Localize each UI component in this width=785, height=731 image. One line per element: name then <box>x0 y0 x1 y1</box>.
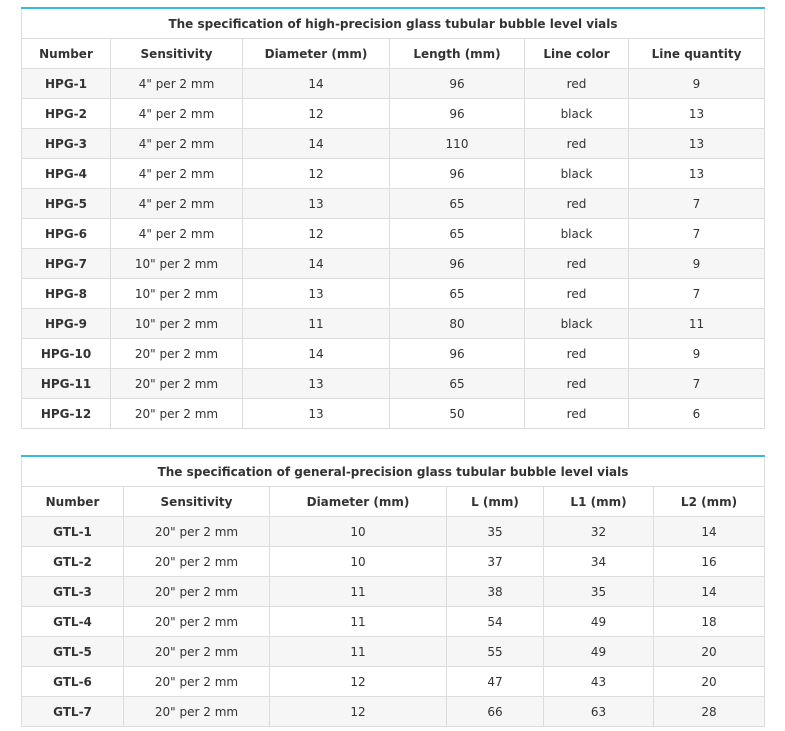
table-cell: 110 <box>390 129 525 159</box>
table-cell: 80 <box>390 309 525 339</box>
table-cell: red <box>525 399 629 429</box>
table-cell: 14 <box>243 339 390 369</box>
high-precision-spec-table <box>21 7 765 429</box>
table-row <box>22 697 765 727</box>
model-number-cell: GTL-5 <box>22 637 124 667</box>
table-cell: 54 <box>447 607 544 637</box>
table-cell: 96 <box>390 69 525 99</box>
table-row <box>22 99 765 129</box>
table-cell: 9 <box>629 339 765 369</box>
table-cell: 11 <box>243 309 390 339</box>
table-cell: 49 <box>544 637 654 667</box>
table-row <box>22 159 765 189</box>
table-row <box>22 219 765 249</box>
table-cell: 13 <box>243 399 390 429</box>
table-row <box>22 517 765 547</box>
table-cell: 65 <box>390 189 525 219</box>
model-number-cell: HPG-12 <box>22 399 111 429</box>
table-cell: red <box>525 249 629 279</box>
table-cell: 20" per 2 mm <box>124 637 270 667</box>
table-cell: 20 <box>654 637 765 667</box>
table-title: The specification of general-precision glass tubular bubble level vials <box>22 456 765 487</box>
table-cell: black <box>525 309 629 339</box>
table-cell: 66 <box>447 697 544 727</box>
table-cell: 12 <box>243 219 390 249</box>
column-header: Line color <box>525 39 629 69</box>
table-cell: 28 <box>654 697 765 727</box>
table-cell: 14 <box>243 129 390 159</box>
table-row <box>22 667 765 697</box>
model-number-cell: HPG-4 <box>22 159 111 189</box>
model-number-cell: HPG-10 <box>22 339 111 369</box>
table-cell: 13 <box>629 159 765 189</box>
table-cell: black <box>525 159 629 189</box>
general-precision-spec-table <box>21 455 765 727</box>
header-row <box>22 39 765 69</box>
model-number-cell: HPG-3 <box>22 129 111 159</box>
model-number-cell: GTL-1 <box>22 517 124 547</box>
table-cell: 32 <box>544 517 654 547</box>
table-cell: red <box>525 189 629 219</box>
table-cell: 13 <box>243 369 390 399</box>
table-cell: black <box>525 99 629 129</box>
table-cell: 20" per 2 mm <box>124 697 270 727</box>
table-row <box>22 279 765 309</box>
table-row <box>22 339 765 369</box>
table-cell: black <box>525 219 629 249</box>
table-cell: 49 <box>544 607 654 637</box>
column-header: Sensitivity <box>111 39 243 69</box>
table-cell: 12 <box>243 99 390 129</box>
table-title: The specification of high-precision glass tubular bubble level vials <box>22 8 765 39</box>
model-number-cell: HPG-2 <box>22 99 111 129</box>
model-number-cell: HPG-8 <box>22 279 111 309</box>
table-cell: 96 <box>390 249 525 279</box>
model-number-cell: HPG-1 <box>22 69 111 99</box>
table-cell: 10" per 2 mm <box>111 309 243 339</box>
column-header: Sensitivity <box>124 487 270 517</box>
table-cell: 37 <box>447 547 544 577</box>
column-header: Diameter (mm) <box>270 487 447 517</box>
table-cell: 63 <box>544 697 654 727</box>
column-header: Line quantity <box>629 39 765 69</box>
table-cell: 13 <box>243 189 390 219</box>
table-cell: 7 <box>629 219 765 249</box>
table-row <box>22 69 765 99</box>
table-cell: 10 <box>270 547 447 577</box>
table-cell: 14 <box>243 69 390 99</box>
table-row <box>22 309 765 339</box>
table-cell: 20" per 2 mm <box>124 667 270 697</box>
table-cell: red <box>525 129 629 159</box>
table-cell: 65 <box>390 369 525 399</box>
table-cell: 10 <box>270 517 447 547</box>
model-number-cell: HPG-11 <box>22 369 111 399</box>
table-cell: 43 <box>544 667 654 697</box>
table-cell: 4" per 2 mm <box>111 159 243 189</box>
table-cell: 12 <box>270 667 447 697</box>
table-cell: 13 <box>243 279 390 309</box>
model-number-cell: GTL-7 <box>22 697 124 727</box>
table-cell: 38 <box>447 577 544 607</box>
table-cell: red <box>525 69 629 99</box>
column-header: Number <box>22 39 111 69</box>
table-cell: 13 <box>629 129 765 159</box>
table-cell: 20" per 2 mm <box>124 577 270 607</box>
table-cell: 47 <box>447 667 544 697</box>
table-cell: 96 <box>390 99 525 129</box>
table-row <box>22 369 765 399</box>
table-cell: 13 <box>629 99 765 129</box>
table-row <box>22 547 765 577</box>
column-header: L1 (mm) <box>544 487 654 517</box>
table-cell: 11 <box>270 577 447 607</box>
table-body <box>22 69 765 429</box>
table-cell: 14 <box>654 577 765 607</box>
table-cell: 11 <box>270 607 447 637</box>
table-cell: 34 <box>544 547 654 577</box>
table-cell: 55 <box>447 637 544 667</box>
table-cell: 12 <box>243 159 390 189</box>
table-cell: 4" per 2 mm <box>111 219 243 249</box>
table-cell: 96 <box>390 159 525 189</box>
model-number-cell: GTL-2 <box>22 547 124 577</box>
table-row <box>22 129 765 159</box>
table-cell: 96 <box>390 339 525 369</box>
table-cell: 7 <box>629 279 765 309</box>
table-cell: 14 <box>243 249 390 279</box>
table-cell: 65 <box>390 219 525 249</box>
table-cell: red <box>525 339 629 369</box>
model-number-cell: GTL-4 <box>22 607 124 637</box>
table-cell: 6 <box>629 399 765 429</box>
table-cell: 10" per 2 mm <box>111 249 243 279</box>
table-row <box>22 577 765 607</box>
table-cell: 18 <box>654 607 765 637</box>
column-header: L (mm) <box>447 487 544 517</box>
model-number-cell: HPG-5 <box>22 189 111 219</box>
table-cell: 10" per 2 mm <box>111 279 243 309</box>
table-cell: 9 <box>629 69 765 99</box>
table-cell: 20" per 2 mm <box>124 607 270 637</box>
table-cell: 20 <box>654 667 765 697</box>
table-cell: 4" per 2 mm <box>111 69 243 99</box>
table-cell: 4" per 2 mm <box>111 189 243 219</box>
model-number-cell: GTL-6 <box>22 667 124 697</box>
table-cell: 20" per 2 mm <box>124 517 270 547</box>
model-number-cell: HPG-6 <box>22 219 111 249</box>
column-header: Diameter (mm) <box>243 39 390 69</box>
table-row <box>22 249 765 279</box>
table-cell: 20" per 2 mm <box>111 369 243 399</box>
table-cell: 11 <box>629 309 765 339</box>
model-number-cell: HPG-9 <box>22 309 111 339</box>
table-cell: 4" per 2 mm <box>111 99 243 129</box>
table-cell: 4" per 2 mm <box>111 129 243 159</box>
table-cell: red <box>525 279 629 309</box>
table-cell: 50 <box>390 399 525 429</box>
table-row <box>22 637 765 667</box>
table-body <box>22 517 765 727</box>
table-cell: 14 <box>654 517 765 547</box>
model-number-cell: HPG-7 <box>22 249 111 279</box>
column-header: L2 (mm) <box>654 487 765 517</box>
table-cell: red <box>525 369 629 399</box>
table-cell: 7 <box>629 369 765 399</box>
table-row <box>22 607 765 637</box>
table-cell: 12 <box>270 697 447 727</box>
table-row <box>22 189 765 219</box>
table-cell: 11 <box>270 637 447 667</box>
table-cell: 35 <box>447 517 544 547</box>
table-cell: 35 <box>544 577 654 607</box>
model-number-cell: GTL-3 <box>22 577 124 607</box>
column-header: Number <box>22 487 124 517</box>
table-cell: 65 <box>390 279 525 309</box>
table-cell: 7 <box>629 189 765 219</box>
table-cell: 20" per 2 mm <box>111 339 243 369</box>
column-header: Length (mm) <box>390 39 525 69</box>
table-cell: 16 <box>654 547 765 577</box>
table-cell: 9 <box>629 249 765 279</box>
header-row <box>22 487 765 517</box>
table-cell: 20" per 2 mm <box>124 547 270 577</box>
table-cell: 20" per 2 mm <box>111 399 243 429</box>
table-row <box>22 399 765 429</box>
